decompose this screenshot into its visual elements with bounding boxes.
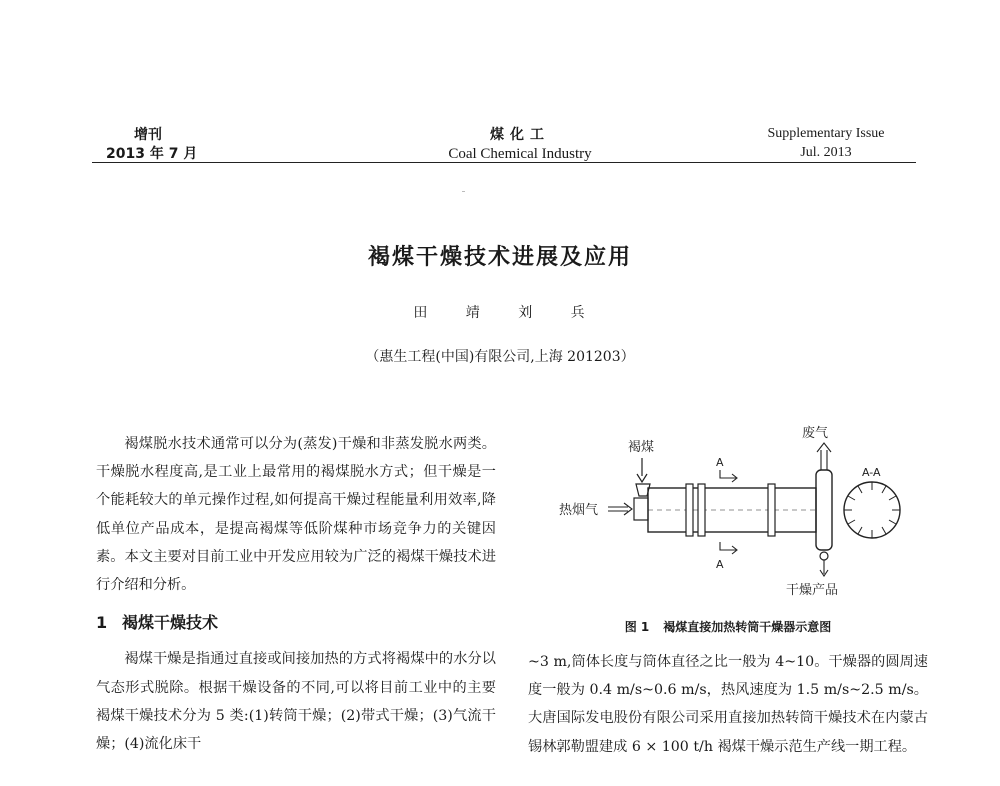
right-paragraph: ~3 m,筒体长度与筒体直径之比一般为 4~10。干燥器的圆周速度一般为 0.4 m/s~0.6 m/s，热风速度为 1.5 m/s~2.5 m/s。大唐国际发电股份有限公司采用直接加热转筒干燥技术在内蒙古锡林郭勒盟建成 6 × 100 t/h 褐煤干燥示范生产线一期工程。 bbox=[528, 654, 928, 755]
figure-caption bbox=[528, 618, 928, 635]
figure-caption-text: 褐煤直接加热转筒干燥器示意图 bbox=[663, 620, 832, 634]
label-cross-section: A-A bbox=[862, 466, 881, 479]
section-number: 1 bbox=[96, 613, 108, 633]
header-left bbox=[106, 126, 197, 164]
riding-ring-3 bbox=[768, 484, 775, 536]
label-product: 干燥产品 bbox=[786, 583, 839, 598]
figure-number: 图 1 bbox=[624, 620, 650, 634]
journal-name-en: Coal Chemical Industry bbox=[448, 146, 592, 162]
section-title: 褐煤干燥技术 bbox=[122, 613, 219, 633]
label-hot-gas: 热烟气 bbox=[559, 503, 599, 518]
product-valve bbox=[820, 552, 828, 560]
label-exhaust: 废气 bbox=[802, 426, 829, 441]
section-marker-top-icon bbox=[720, 470, 737, 482]
journal-name-cn: 煤化工 bbox=[490, 127, 550, 143]
article-authors: 田 靖 刘 兵 bbox=[413, 305, 587, 321]
discharge-hood bbox=[816, 470, 832, 550]
article-affiliation: （惠生工程(中国)有限公司,上海 201203） bbox=[365, 349, 635, 365]
issue-date: 2013 年 7 月 bbox=[106, 146, 198, 162]
label-lignite: 褐煤 bbox=[628, 440, 655, 455]
journal-name bbox=[380, 126, 660, 164]
left-column bbox=[96, 430, 496, 758]
section-heading bbox=[96, 609, 496, 637]
article-title: 褐煤干燥技术进展及应用 bbox=[367, 245, 632, 270]
rotary-dryer-diagram bbox=[550, 418, 910, 613]
right-column bbox=[528, 648, 928, 761]
riding-ring-1 bbox=[686, 484, 693, 536]
section-paragraph: 褐煤干燥是指通过直接或间接加热的方式将褐煤中的水分以气态形式脱除。根据干燥设备的不同,可以将目前工业中的主要褐煤干燥技术分为 5 类:(1)转筒干燥；(2)带式干燥；(3)气流干燥；(4)流化床干 bbox=[96, 651, 496, 753]
cross-section-view bbox=[844, 482, 900, 538]
header-rule bbox=[92, 162, 916, 163]
scan-artifact bbox=[462, 191, 465, 192]
hot-gas-arrow-icon bbox=[608, 503, 632, 515]
issue-label: 增刊 bbox=[134, 127, 162, 143]
issue-date-en: Jul. 2013 bbox=[800, 145, 852, 160]
riding-ring-2 bbox=[698, 484, 705, 536]
intro-paragraph: 褐煤脱水技术通常可以分为(蒸发)干燥和非蒸发脱水两类。干燥脱水程度高,是工业上最常用的褐煤脱水方式；但干燥是一个能耗较大的单元操作过程,如何提高干燥过程能量利用效率,降低单位产品成本，是提高褐煤等低阶煤种市场竞争力的关键因素。本文主要对目前工业中开发应用较为广泛的褐煤干燥技术进行介绍和分析。 bbox=[96, 436, 496, 594]
hot-gas-inlet-box bbox=[634, 498, 648, 520]
header-right bbox=[740, 124, 912, 162]
exhaust-arrow-icon bbox=[817, 443, 831, 470]
issue-label-en: Supplementary Issue bbox=[767, 126, 885, 141]
label-section-a-bottom: A bbox=[716, 558, 724, 571]
label-section-a-top: A bbox=[716, 456, 724, 469]
section-marker-bottom-icon bbox=[720, 542, 737, 554]
